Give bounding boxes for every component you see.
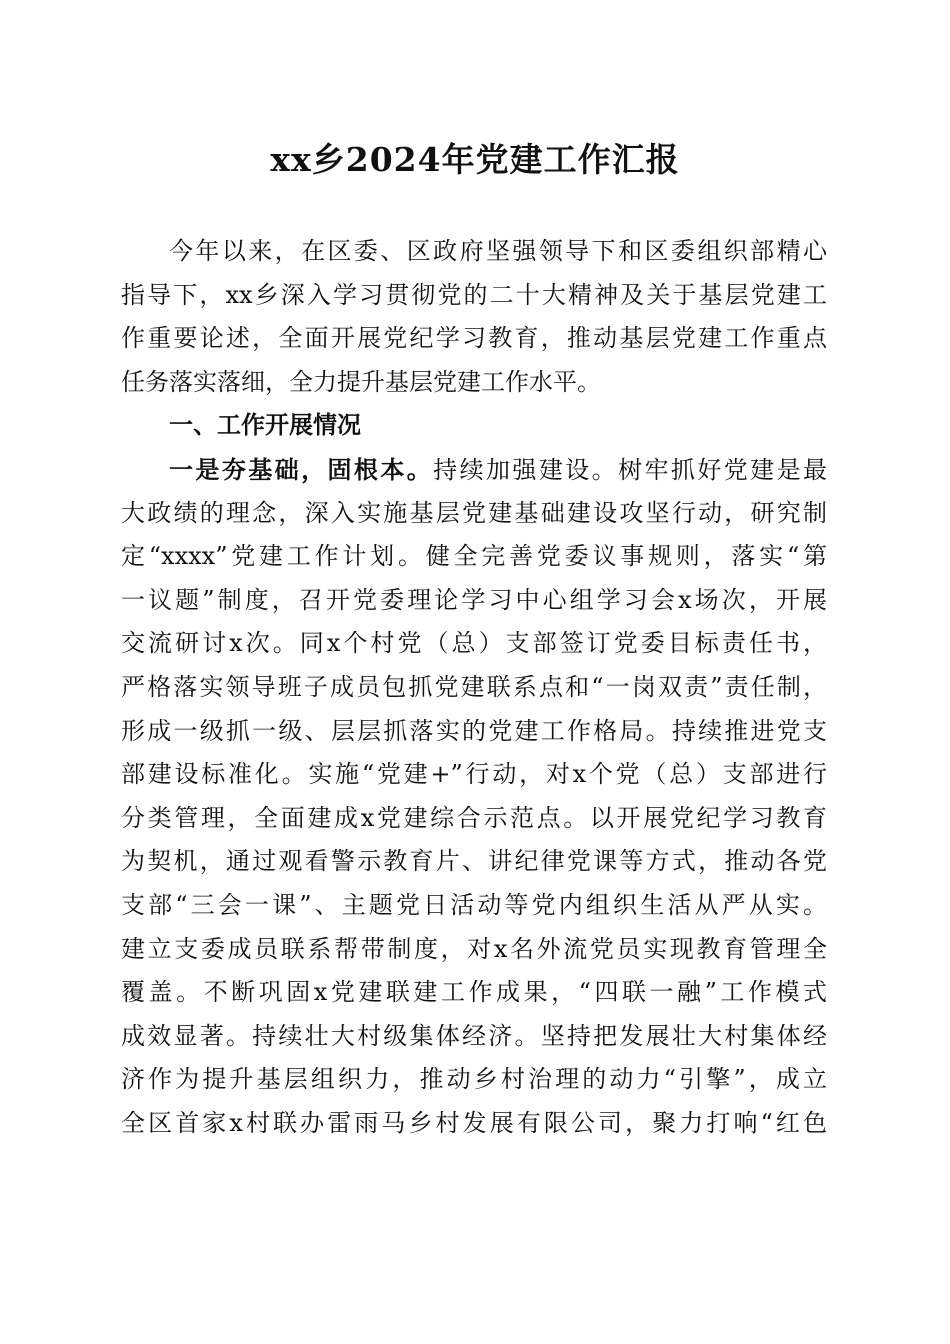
paragraph-line: 大政绩的理念，深入实施基层党建基础建设攻坚行动，研究制 [121,498,827,527]
paragraph-line: 支部“三会一课”、主题党日活动等党内组织生活从严从实。 [121,890,827,919]
intro-line: 任务落实落细，全力提升基层党建工作水平。 [121,367,601,396]
paragraph-line: 全区首家x村联办雷雨马乡村发展有限公司，聚力打响“红色 [121,1108,827,1137]
paragraph-first-line [121,448,827,492]
document-body [121,230,827,1145]
intro-line: 作重要论述，全面开展党纪学习教育，推动基层党建工作重点 [121,324,827,353]
paragraph-line: 分类管理，全面建成x党建综合示范点。以开展党纪学习教育 [121,803,827,832]
section-heading: 一、工作开展情况 [169,411,361,440]
paragraph-line: 定“xxxx”党建工作计划。健全完善党委议事规则，落实“第 [121,542,827,571]
paragraph-line: 一议题”制度，召开党委理论学习中心组学习会x场次，开展 [121,585,827,614]
intro-line: 今年以来，在区委、区政府坚强领导下和区委组织部精心 [169,237,827,265]
paragraph-lead: 一是夯基础，固根本。 [169,454,434,484]
paragraph-line: 成效显著。持续壮大村级集体经济。坚持把发展壮大村集体经 [121,1021,827,1050]
paragraph-line: 济作为提升基层组织力，推动乡村治理的动力“引擎”，成立 [121,1065,827,1094]
paragraph-line: 为契机，通过观看警示教育片、讲纪律党课等方式，推动各党 [121,847,827,876]
paragraph-first-rest: 持续加强建设。树牢抓好党建是最 [433,455,828,484]
paragraph-line: 覆盖。不断巩固x党建联建工作成果，“四联一融”工作模式 [121,978,827,1007]
document-title: xx乡2024年党建工作汇报 [270,140,680,179]
paragraph-line: 部建设标准化。实施“党建+”行动，对x个党（总）支部进行 [121,760,827,789]
paragraph-line: 交流研讨x次。同x个村党（总）支部签订党委目标责任书， [121,629,827,658]
paragraph-line: 严格落实领导班子成员包抓党建联系点和“一岗双责”责任制， [121,672,827,701]
paragraph-line: 建立支委成员联系帮带制度，对x名外流党员实现教育管理全 [121,934,827,963]
intro-line: 指导下，xx乡深入学习贯彻党的二十大精神及关于基层党建工 [121,280,827,309]
paragraph-line: 形成一级抓一级、层层抓落实的党建工作格局。持续推进党支 [121,716,827,745]
